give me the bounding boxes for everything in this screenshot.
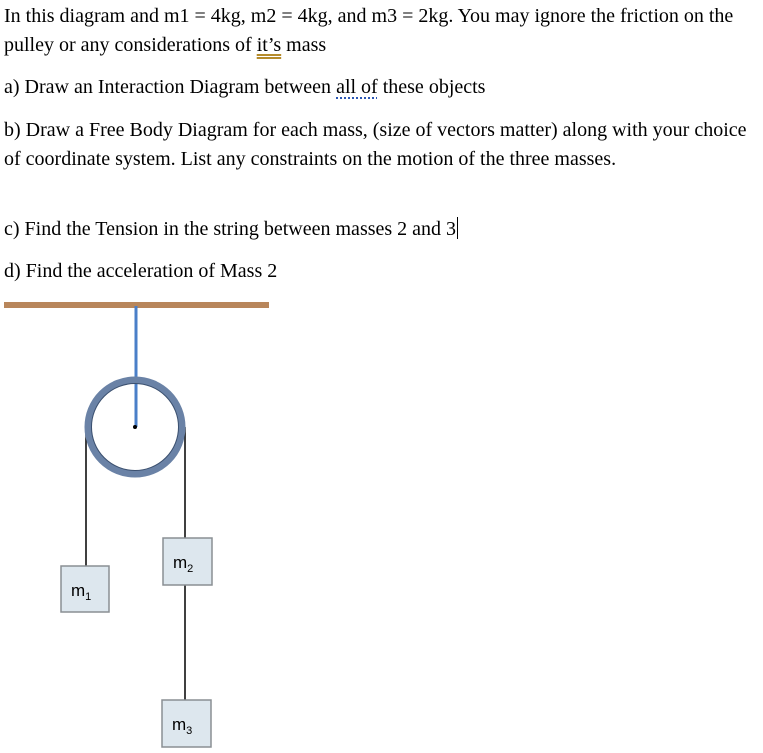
mass-3-label: $m_3$: [172, 715, 193, 737]
style-flagged-phrase[interactable]: all of: [336, 76, 378, 98]
grammar-flagged-word[interactable]: it’s: [256, 34, 282, 56]
mass-2: [163, 538, 212, 585]
question-a-text-end: these objects: [377, 76, 486, 98]
question-b-text: b) Draw a Free Body Diagram for each mass, (size of vectors matter) along with your choice of coordinate system. List any constraints on the motion of the three masses.: [4, 119, 747, 170]
mass-3: [162, 700, 211, 747]
question-d-text: d) Find the acceleration of Mass 2: [4, 260, 278, 282]
mass-2-box: [163, 538, 212, 585]
mass-3-box: [162, 700, 211, 747]
pulley-axle: [133, 425, 137, 429]
intro-text-end: mass: [281, 34, 327, 56]
intro-text: In this diagram and m1 = 4kg, m2 = 4kg, and m3 = 2kg. You may ignore the friction on the pulley or any considerations of: [4, 5, 734, 56]
question-c-text: c) Find the Tension in the string between masses 2 and 3: [4, 218, 457, 240]
mass-1: [61, 566, 109, 612]
mass-2-label: $m_2$: [173, 553, 194, 575]
question-a-text: a) Draw an Interaction Diagram between: [4, 76, 337, 98]
mass-1-label: $m_1$: [71, 581, 92, 603]
